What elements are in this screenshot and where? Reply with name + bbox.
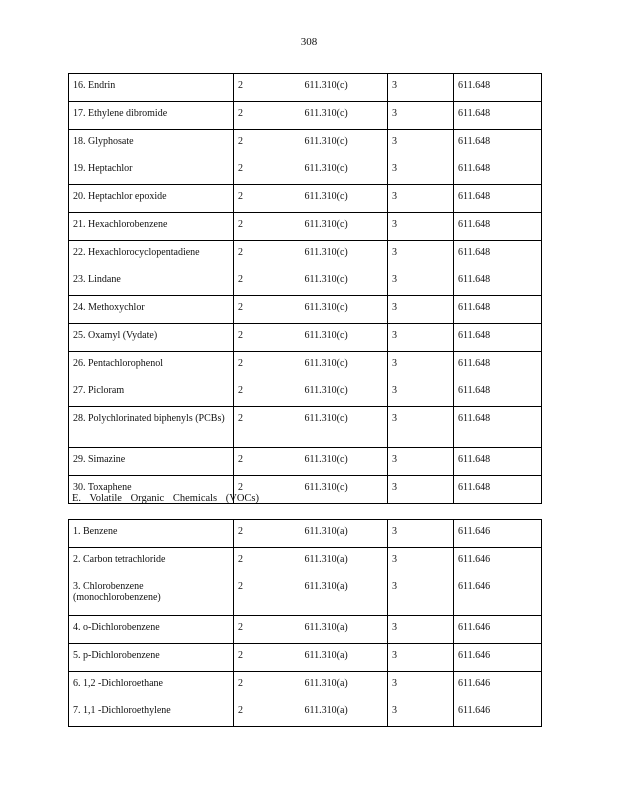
cell-method: 611.310(c) [301,379,388,407]
cell-method: 611.310(c) [301,476,388,504]
cell-section: 611.646 [454,672,542,700]
cell-mcl: 2 [234,407,301,448]
cell-freq: 3 [388,74,454,102]
cell-method: 611.310(c) [301,407,388,448]
table-row [69,616,542,644]
cell-freq: 3 [388,241,454,269]
cell-freq: 3 [388,296,454,324]
table-row [69,268,542,296]
table-row [69,520,542,548]
table-row [69,74,542,102]
cell-freq: 3 [388,672,454,700]
cell-freq: 3 [388,157,454,185]
cell-section: 611.648 [454,268,542,296]
cell-mcl: 2 [234,575,301,616]
cell-section: 611.646 [454,575,542,616]
table-row [69,324,542,352]
cell-freq: 3 [388,407,454,448]
cell-name: 17. Ethylene dibromide [69,102,234,130]
cell-section: 611.646 [454,548,542,576]
cell-freq: 3 [388,324,454,352]
table-row [69,352,542,380]
cell-mcl: 2 [234,268,301,296]
cell-method: 611.310(c) [301,448,388,476]
table-row [69,379,542,407]
cell-section: 611.646 [454,644,542,672]
cell-mcl: 2 [238,554,243,565]
cell-method: 611.310(c) [301,102,388,130]
cell-method: 611.310(c) [301,296,388,324]
cell-section: 611.646 [454,616,542,644]
cell-freq: 3 [388,268,454,296]
table-row [69,296,542,324]
cell-mcl: 2 [234,448,301,476]
cell-method: 611.310(a) [301,644,388,672]
cell-name: 28. Polychlorinated biphenyls (PCBs) [69,407,234,448]
cell-method: 611.310(a) [301,575,388,616]
cell-freq: 3 [388,476,454,504]
cell-method: 611.310(c) [301,157,388,185]
cell-name: 19. Heptachlor [69,157,234,185]
cell-section: 611.648 [454,379,542,407]
cell-method: 611.310(c) [301,130,388,158]
table-row [69,213,542,241]
cell-name: 7. 1,1 -Dichloroethylene [69,699,234,727]
cell-freq: 3 [388,130,454,158]
cell-section: 611.648 [454,476,542,504]
cell-name: 29. Simazine [69,448,234,476]
cell-section: 611.648 [454,407,542,448]
cell-section: 611.648 [454,102,542,130]
cell-name: 21. Hexachlorobenzene [69,213,234,241]
cell-mcl: 2 [238,247,243,258]
cell-name: 6. 1,2 -Dichloroethane [69,672,234,700]
cell-mcl: 2 [234,699,301,727]
cell-mcl: 2 [238,678,243,689]
cell-freq: 3 [388,448,454,476]
cell-section: 611.648 [454,241,542,269]
table-row [69,102,542,130]
table-row [69,548,542,576]
cell-name: 30. Toxaphene [69,476,234,504]
cell-freq: 3 [388,379,454,407]
cell-section: 611.648 [454,74,542,102]
cell-section: 611.648 [454,296,542,324]
cell-section: 611.648 [454,130,542,158]
cell-method: 611.310(c) [301,324,388,352]
cell-section: 611.648 [454,185,542,213]
section-e-heading: E. Volatile Organic Chemicals (VOCs) [72,493,260,504]
cell-freq: 3 [388,102,454,130]
table-row [69,699,542,727]
cell-mcl: 2 [234,476,301,504]
cell-freq: 3 [388,352,454,380]
cell-mcl: 2 [238,136,243,147]
cell-method: 611.310(a) [301,672,388,700]
cell-method: 611.310(a) [301,616,388,644]
voc-table [68,519,542,727]
cell-freq: 3 [388,616,454,644]
cell-name: 18. Glyphosate [69,130,234,158]
cell-freq: 3 [388,644,454,672]
table-row [69,185,542,213]
table-row [69,448,542,476]
cell-mcl: 2 [234,213,301,241]
cell-name: 16. Endrin [69,74,234,102]
cell-section: 611.648 [454,324,542,352]
table-row [69,130,542,158]
table-row [69,672,542,700]
cell-method: 611.310(a) [301,548,388,576]
cell-method: 611.310(a) [301,699,388,727]
table-row [69,157,542,185]
cell-section: 611.646 [454,520,542,548]
cell-name: 20. Heptachlor epoxide [69,185,234,213]
cell-section: 611.648 [454,157,542,185]
cell-name: 24. Methoxychlor [69,296,234,324]
cell-mcl: 2 [234,296,301,324]
cell-freq: 3 [388,185,454,213]
cell-freq: 3 [388,548,454,576]
cell-name: 1. Benzene [69,520,234,548]
cell-section: 611.648 [454,213,542,241]
table-row [69,644,542,672]
cell-method: 611.310(c) [301,268,388,296]
cell-mcl: 2 [234,102,301,130]
cell-mcl: 2 [234,520,301,548]
cell-name: 2. Carbon tetrachloride [69,548,234,576]
cell-method: 611.310(c) [301,213,388,241]
cell-name: 5. p-Dichlorobenzene [69,644,234,672]
cell-freq: 3 [388,575,454,616]
table-row [69,241,542,269]
cell-mcl: 2 [234,379,301,407]
cell-name: 22. Hexachlorocyclopentadiene [69,241,234,269]
cell-mcl: 2 [234,157,301,185]
table-row [69,575,542,616]
cell-freq: 3 [388,213,454,241]
table-row [69,407,542,448]
cell-freq: 3 [388,520,454,548]
cell-method: 611.310(a) [301,520,388,548]
cell-method: 611.310(c) [301,352,388,380]
cell-name: 3. Chlorobenzene (monochlorobenzene) [69,575,234,616]
cell-name: 25. Oxamyl (Vydate) [69,324,234,352]
cell-mcl: 2 [234,74,301,102]
cell-section: 611.648 [454,352,542,380]
cell-mcl: 2 [234,616,301,644]
cell-mcl: 2 [234,644,301,672]
cell-name: 23. Lindane [69,268,234,296]
cell-method: 611.310(c) [301,241,388,269]
cell-method: 611.310(c) [301,74,388,102]
cell-name: 26. Pentachlorophenol [69,352,234,380]
page-number: 308 [300,36,318,48]
cell-name: 4. o-Dichlorobenzene [69,616,234,644]
cell-freq: 3 [388,699,454,727]
cell-section: 611.646 [454,699,542,727]
cell-mcl: 2 [234,185,301,213]
cell-mcl: 2 [234,324,301,352]
cell-mcl: 2 [238,358,243,369]
cell-method: 611.310(c) [301,185,388,213]
cell-section: 611.648 [454,448,542,476]
pesticide-table [68,73,542,504]
cell-name: 27. Picloram [69,379,234,407]
